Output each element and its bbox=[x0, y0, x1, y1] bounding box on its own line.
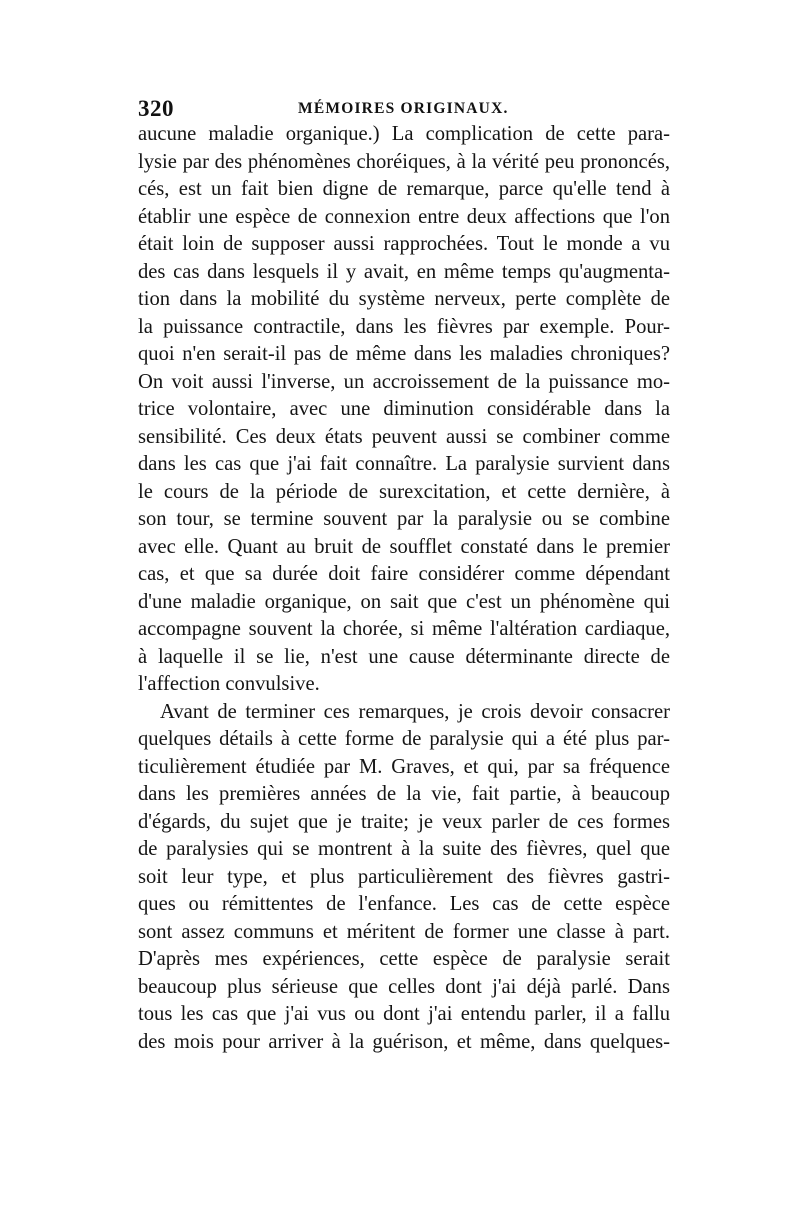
text-line: ques ou rémittentes de l'enfance. Les cas de cette espèce bbox=[138, 893, 670, 915]
text-line: le cours de la période de surexcitation, et cette dernière, à bbox=[138, 480, 670, 503]
body-text bbox=[138, 121, 670, 1056]
text-line-paragraph-end: l'affection convulsive. bbox=[138, 673, 320, 695]
text-line: cés, est un fait bien digne de remarque, parce qu'elle tend à bbox=[138, 178, 670, 200]
text-line: tous les cas que j'ai vus ou dont j'ai entendu parler, il a fallu bbox=[138, 1003, 670, 1025]
text-line: établir une espèce de connexion entre deux affections que l'on bbox=[138, 205, 670, 228]
text-line: dans les cas que j'ai fait connaître. La paralysie survient dans bbox=[138, 453, 670, 475]
text-line: quoi n'en serait-il pas de même dans les maladies chroniques? bbox=[138, 343, 670, 365]
text-line: trice volontaire, avec une diminution considérable dans la bbox=[138, 398, 670, 420]
text-line: des mois pour arriver à la guérison, et même, dans quelques- bbox=[138, 1030, 670, 1053]
text-line: cas, et que sa durée doit faire considérer comme dépendant bbox=[138, 563, 670, 585]
text-line: dans les premières années de la vie, fait partie, à beaucoup bbox=[138, 783, 670, 805]
text-line: lysie par des phénomènes choréiques, à la vérité peu prononcés, bbox=[138, 150, 670, 173]
text-line: tion dans la mobilité du système nerveux, perte complète de bbox=[138, 288, 670, 310]
text-line: de paralysies qui se montrent à la suite des fièvres, quel que bbox=[138, 838, 670, 860]
text-line: D'après mes expériences, cette espèce de paralysie serait bbox=[138, 948, 670, 970]
text-line: sensibilité. Ces deux états peuvent aussi se combiner comme bbox=[138, 425, 670, 448]
text-line: sont assez communs et méritent de former une classe à part. bbox=[138, 920, 670, 943]
text-line: à laquelle il se lie, n'est une cause déterminante directe de bbox=[138, 645, 670, 668]
text-line: son tour, se termine souvent par la paralysie ou se combine bbox=[138, 508, 670, 530]
text-line: avec elle. Quant au bruit de soufflet constaté dans le premier bbox=[138, 535, 670, 558]
text-line: la puissance contractile, dans les fièvres par exemple. Pour- bbox=[138, 315, 670, 338]
text-line: était loin de supposer aussi rapprochées. Tout le monde a vu bbox=[138, 233, 670, 255]
text-line: aucune maladie organique.) La complication de cette para- bbox=[138, 123, 670, 145]
page-number: 320 bbox=[138, 96, 174, 121]
text-line: soit leur type, et plus particulièrement des fièvres gastri- bbox=[138, 865, 670, 888]
text-line: accompagne souvent la chorée, si même l'altération cardiaque, bbox=[138, 618, 670, 640]
text-line-paragraph-start: Avant de terminer ces remarques, je crois devoir consacrer bbox=[160, 700, 670, 723]
text-line: On voit aussi l'inverse, un accroissement de la puissance mo- bbox=[138, 370, 670, 393]
text-line: beaucoup plus sérieuse que celles dont j'ai déjà parlé. Dans bbox=[138, 975, 670, 998]
page-header bbox=[138, 96, 670, 124]
text-line: ticulièrement étudiée par M. Graves, et qui, par sa fréquence bbox=[138, 755, 670, 778]
running-head: MÉMOIRES ORIGINAUX. bbox=[298, 100, 509, 117]
text-line: d'une maladie organique, on sait que c'est un phénomène qui bbox=[138, 590, 670, 613]
text-line: d'égards, du sujet que je traite; je veux parler de ces formes bbox=[138, 810, 670, 833]
text-line: quelques détails à cette forme de paralysie qui a été plus par- bbox=[138, 728, 670, 750]
text-line: des cas dans lesquels il y avait, en même temps qu'augmenta- bbox=[138, 260, 670, 283]
